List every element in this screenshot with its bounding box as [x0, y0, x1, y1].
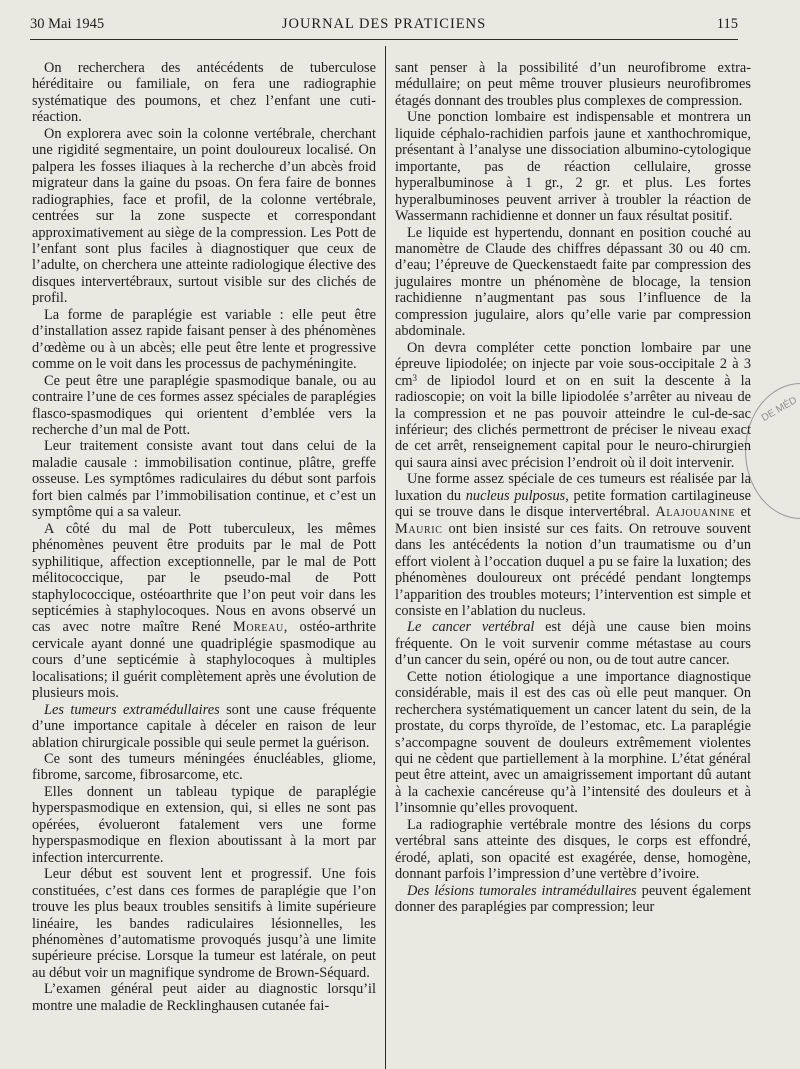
- text-run: ont bien insisté sur ces faits. On retrouve souvent dans les antécédents la notion d’un traumatisme ou d’un effort violent à l’occation duquel a pu se faire la luxation; des phénomènes douloureux ont précédé pendant longtemps l’apparition des troubles moteurs; l’intervention est simple et consiste en l’ablation du nucleus.: [395, 520, 751, 619]
- paragraph: [32, 521, 376, 702]
- library-stamp: [745, 383, 800, 519]
- right-column: [395, 60, 751, 916]
- text-run: A côté du mal de Pott tuberculeux, les mêmes phénomènes peuvent être produits par le mal de Pott syphilitique, affection exceptionnelle, par le mal de Pott mélitococcique, par le pseudo-mal de Pott staphylococcique, ostéoarthrite que l’on peut voir dans les septicémies à staphylocoques. Nous en avons observé un cas avec notre maître René: [32, 520, 376, 636]
- text-run: On devra compléter cette ponction lombaire par une épreuve lipiodolée; on injecte par voie sous-occipitale 2 à 3 cm: [395, 339, 751, 389]
- paragraph-text: Leur début est souvent lent et progressif. Une fois constituées, c’est dans ces formes de paraplégie que l’on trouve les plus beaux troubles sensitifs à limite supérieure linéaire, les bandes radiculaires lésionnelles, les phénomènes d’automatisme provoqués jusqu’à une limite supérieure précise. Lorsque la tumeur est latérale, on peut au début voir un magnifique syndrome de Brown-Séquard.: [32, 866, 376, 981]
- paragraph: [32, 60, 376, 126]
- paragraph-text: La forme de paraplégie est variable : elle peut être d’installation assez rapide faisant penser à des phénomènes d’œdème ou à un abcès; elle peut être lente et progressive comme on le voit dans les processus de pachyméningite.: [32, 306, 376, 373]
- paragraph: [395, 883, 751, 916]
- paragraph: [32, 373, 376, 439]
- left-column: [32, 60, 376, 1014]
- paragraph: [32, 981, 376, 1014]
- italic-term: Des lésions tumorales intramédullaires: [407, 882, 637, 899]
- paragraph-text: La radiographie vertébrale montre des lésions du corps vertébral sans atteinte des disques, le corps est effondré, érodé, aplati, son opacité est exagérée, dense, homogène, donnant parfois l’impression d’une vertèbre d’ivoire.: [395, 816, 751, 883]
- text-run: , ostéo-arthrite cervicale ayant donné une quadriplégie spasmodique au cours d’une septicémie à staphylocoques à multiples localisations; il guérit complètement après une évolution de plusieurs mois.: [32, 619, 376, 702]
- paragraph-text: Leur traitement consiste avant tout dans celui de la maladie causale : immobilisation continue, plâtre, greffe osseuse. Les symptômes radiculaires du début sont parfois fort bien calmés par l’immobilisation continue, et c’est un symptôme qui a sa valeur.: [32, 438, 376, 521]
- text-run: et: [735, 504, 751, 521]
- paragraph-text: On recherchera des antécédents de tuberculose héréditaire ou familiale, on fera une radiographie systématique des poumons, et chez l’enfant une cuti-réaction.: [32, 60, 376, 126]
- paragraph: [32, 438, 376, 520]
- paragraph: [32, 126, 376, 307]
- paragraph: [32, 702, 376, 751]
- paragraph-text: Une ponction lombaire est indispensable et montrera un liquide céphalo-rachidien parfois jaune et xanthochromique, présentant à l’analyse une dissociation albumino-cytologique importante, pas de réaction cellulaire, grosse hyperalbuminose à 1 gr., 2 gr. et plus. Les fortes hyperalbuminoses peuvent arriver à troubler la réaction de Wassermann rachidienne et donner un faux résultat positif.: [395, 109, 751, 225]
- paragraph: [395, 817, 751, 883]
- paragraph: [395, 669, 751, 817]
- paragraph: [395, 619, 751, 668]
- superscript: 3: [412, 372, 418, 383]
- paragraph: [32, 866, 376, 981]
- journal-title: JOURNAL DES PRATICIENS: [281, 16, 487, 32]
- paragraph-text: Cette notion étiologique a une importance diagnostique considérable, mais il est des cas où elle peut manquer. On recherchera systématiquement un cancer latent du sein, de la prostate, du corps thyroïde, de l’estomac, etc. La paraplégie s’accompagne souvent de douleurs extrêmement violentes qui ne cèdent que partiellement à la morphine. L’état général peut être atteint, avec un amaigrissement important dû autant à la cachexie cancéreuse qu’à l’intensité des douleurs et à l’insomnie qu’elles provoquent.: [395, 668, 751, 817]
- text-run: , petite formation cartilagineuse qui se trouve dans le disque intervertébral.: [395, 487, 751, 521]
- paragraph-text: Le liquide est hypertendu, donnant en position couché au manomètre de Claude des chiffres dépassant 30 ou 40 cm. d’eau; l’épreuve de Queckenstaedt faite par compression des jugulaires montre un phénomène de blocage, la tension rachidienne n’augmentant pas sous l’influence de la compression jugulaire, alors qu’elle varie par compression abdominale.: [395, 224, 751, 340]
- paragraph: [32, 784, 376, 866]
- paragraph-text: Ce sont des tumeurs méningées énucléables, gliome, fibrome, sarcome, fibrosarcome, etc.: [32, 751, 376, 784]
- paragraph: [395, 225, 751, 340]
- header-rule: [30, 39, 738, 40]
- page-number: 115: [716, 16, 738, 32]
- text-run: est déjà une cause bien moins fréquente. On le voit survenir comme métastase au cours d’un cancer du sein, opéré ou non, ou de tout autre cancer.: [395, 619, 751, 669]
- italic-term: Le cancer vertébral: [407, 619, 535, 636]
- text-run: Une forme assez spéciale de ces tumeurs est réalisée par la luxation du: [395, 471, 751, 504]
- stamp-label: DE MÉD: [759, 395, 800, 424]
- author-name: Moreau: [232, 619, 284, 636]
- paragraph: [32, 751, 376, 784]
- paragraph: [395, 60, 751, 109]
- paragraph-text: L’examen général peut aider au diagnostic lorsqu’il montre une maladie de Recklinghausen cutanée fai-: [32, 981, 376, 1014]
- paragraph-text: On explorera avec soin la colonne vertébrale, cherchant une rigidité segmentaire, un point douloureux localisé. On palpera les fosses iliaques à la recherche d’un abcès froid migrateur dans la gaine du psoas. On fera faire de bonnes radiographies, face et profil, de la colonne vertébrale, centrées sur la zone suspecte et correspondant approximativement au siège de la compression. Les Pott de l’enfant sont plus faciles à diagnostiquer que ceux de l’adulte, on cherchera une atteinte radiologique élective des disques intervertébraux, surtout visible sur des clichés de profil.: [32, 125, 376, 307]
- author-name: Alajouanine: [655, 504, 736, 521]
- text-run: de lipiodol lourd et on en suit la descente à la radioscopie; on voit la bille lipiodolée s’arrêter au niveau de la compression et ne pas pouvoir atteindre le cul-de-sac inférieur; des clichés permettront de préciser le niveau exact de cet arrêt, renseignement capital pour le neuro-chirurgien qui saura ainsi avec précision l’endroit où il doit intervenir.: [395, 372, 751, 471]
- paragraph: [395, 109, 751, 224]
- paragraph: [395, 340, 751, 472]
- header-date: 30 Mai 1945: [30, 16, 105, 32]
- italic-term: nucleus pulposus: [465, 487, 566, 504]
- paragraph-text: Elles donnent un tableau typique de paraplégie hyperspasmodique en extension, qui, si elles ne sont pas opérées, évolueront fatalement vers une forme hyperspasmodique en flexion aboutissant à la mort par infection intercurrente.: [32, 783, 376, 866]
- paragraph: [395, 471, 751, 619]
- author-name: Mauric: [395, 520, 443, 537]
- running-header: [30, 12, 738, 38]
- italic-term: Les tumeurs extramédullaires: [44, 701, 220, 718]
- paragraph-text: Ce peut être une paraplégie spasmodique banale, ou au contraire l’une de ces formes assez spéciales de paraplégies flasco-spasmodiques qui orientent d’emblée vers la recherche d’un mal de Pott.: [32, 372, 376, 438]
- paragraph-text: sant penser à la possibilité d’un neurofibrome extra-médullaire; on peut même trouver plusieurs neurofibromes étagés donnant des troubles plus complexes de compression.: [395, 60, 751, 109]
- paragraph: [32, 307, 376, 373]
- text-run: sont une cause fréquente d’une importance capitale à déceler en raison de leur ablation chirurgicale possible qui seule permet la guérison.: [32, 701, 376, 751]
- column-divider: [385, 46, 386, 1069]
- text-run: peuvent également donner des paraplégies par compression; leur: [395, 882, 751, 916]
